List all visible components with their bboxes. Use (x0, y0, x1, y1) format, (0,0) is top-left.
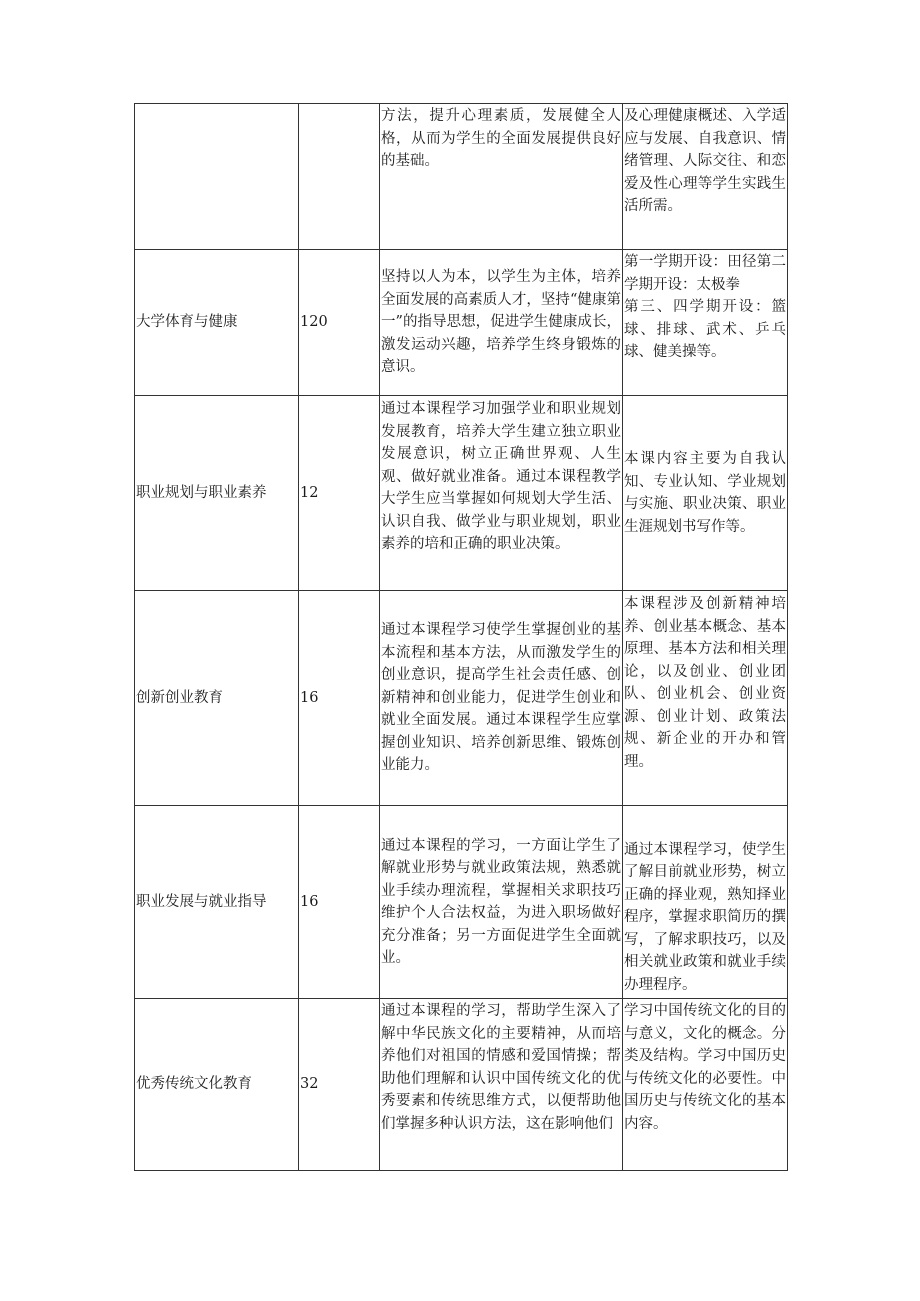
course-content-cell: 通过本课程学习，使学生了解目前就业形势，树立正确的择业观，熟知择业程序，掌握求职简历的撰写，了解求职技巧，以及相关就业政策和就业手续办理程序。 (623, 806, 788, 999)
table-row (135, 806, 788, 999)
course-content-cell: 及心理健康概述、入学适应与发展、自我意识、情绪管理、人际交往、和恋爱及性心理等学生实践生活所需。 (623, 104, 788, 250)
course-hours-cell: 120 (299, 250, 380, 396)
course-goal-cell: 方法，提升心理素质，发展健全人格，从而为学生的全面发展提供良好的基础。 (380, 104, 623, 250)
course-hours-cell: 32 (299, 999, 380, 1171)
course-content-cell: 本课内容主要为自我认知、专业认知、学业规划与实施、职业决策、职业生涯规划书写作等。 (623, 396, 788, 591)
course-content-cell: 本课程涉及创新精神培养、创业基本概念、基本原理、基本方法和相关理论，以及创业、创业团队、创业机会、创业资源、创业计划、政策法规、新企业的开办和管理。 (623, 591, 788, 806)
course-hours-cell: 16 (299, 591, 380, 806)
course-hours-cell (299, 104, 380, 250)
curriculum-table (134, 103, 788, 1171)
course-goal-cell: 通过本课程的学习，帮助学生深入了解中华民族文化的主要精神，从而培养他们对祖国的情感和爱国情操；帮助他们理解和认识中国传统文化的优秀要素和传统思维方式，以便帮助他们掌握多种认识方法，这在影响他们 (380, 999, 623, 1171)
course-name-cell: 职业发展与就业指导 (135, 806, 299, 999)
course-goal-cell: 通过本课程学习使学生掌握创业的基本流程和基本方法，从而激发学生的创业意识，提高学生社会责任感、创新精神和创业能力，促进学生创业和就业全面发展。通过本课程学生应掌握创业知识、培养创新思维、锻炼创业能力。 (380, 591, 623, 806)
course-name-cell: 大学体育与健康 (135, 250, 299, 396)
course-goal-cell: 通过本课程学习加强学业和职业规划发展教育，培养大学生建立独立职业发展意识，树立正确世界观、人生观、做好就业准备。通过本课程教学大学生应当掌握如何规划大学生活、认识自我、做学业与职业规划，职业素养的培和正确的职业决策。 (380, 396, 623, 591)
table-row (135, 591, 788, 806)
course-name-cell: 职业规划与职业素养 (135, 396, 299, 591)
course-hours-cell: 12 (299, 396, 380, 591)
course-content-cell: 第一学期开设：田径第二学期开设：太极拳 第三、四学期开设：篮球、排球、武术、乒乓球、健美操等。 (623, 250, 788, 396)
course-name-cell: 创新创业教育 (135, 591, 299, 806)
table-row (135, 250, 788, 396)
course-goal-cell: 坚持以人为本，以学生为主体，培养全面发展的高素质人才，坚持“健康第一”的指导思想，促进学生健康成长，激发运动兴趣，培养学生终身锻炼的意识。 (380, 250, 623, 396)
course-name-cell (135, 104, 299, 250)
course-goal-cell: 通过本课程的学习，一方面让学生了解就业形势与就业政策法规，熟悉就业手续办理流程，掌握相关求职技巧维护个人合法权益，为进入职场做好充分准备；另一方面促进学生全面就业。 (380, 806, 623, 999)
course-content-cell: 学习中国传统文化的目的与意义，文化的概念。分类及结构。学习中国历史与传统文化的必要性。中国历史与传统文化的基本内容。 (623, 999, 788, 1171)
table-row (135, 396, 788, 591)
table-row (135, 999, 788, 1171)
course-hours-cell: 16 (299, 806, 380, 999)
table-row (135, 104, 788, 250)
course-name-cell: 优秀传统文化教育 (135, 999, 299, 1171)
